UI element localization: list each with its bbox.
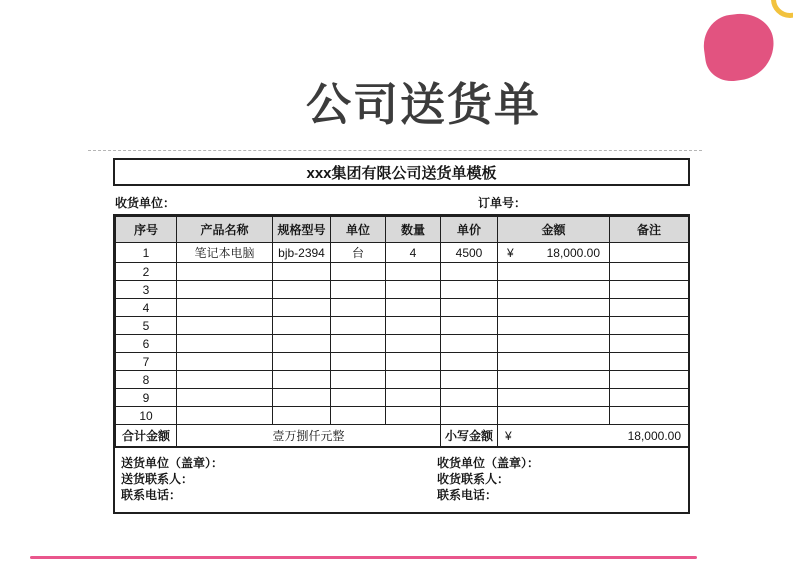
cell-product [177, 353, 273, 371]
cell-amount: ¥ 18,000.00 [498, 243, 610, 263]
cell-unit [331, 371, 386, 389]
cell-unit [331, 299, 386, 317]
cell-model [273, 281, 331, 299]
cell-qty [386, 263, 441, 281]
table-row [116, 243, 689, 263]
total-amount-words: 壹万捌仟元整 [177, 425, 441, 447]
cell-unit [331, 389, 386, 407]
cell-no: 1 [116, 243, 177, 263]
cell-no: 7 [116, 353, 177, 371]
cell-qty: 4 [386, 243, 441, 263]
cell-price [441, 317, 498, 335]
cell-qty [386, 281, 441, 299]
cell-qty [386, 353, 441, 371]
cell-product [177, 281, 273, 299]
cell-qty [386, 299, 441, 317]
sender-phone-label: 联系电话： [121, 488, 182, 502]
cell-model [273, 335, 331, 353]
cell-unit [331, 281, 386, 299]
cell-amount [498, 299, 610, 317]
receiver-contact-label: 收货联系人： [437, 472, 510, 486]
cell-note [610, 281, 689, 299]
cell-amount [498, 407, 610, 425]
cell-no: 3 [116, 281, 177, 299]
cell-product [177, 299, 273, 317]
sender-stamp-label: 送货单位（盖章）： [121, 456, 224, 470]
table-row [116, 335, 689, 353]
col-header-qty: 数量 [386, 217, 441, 243]
cell-product [177, 317, 273, 335]
cell-note [610, 263, 689, 281]
total-row [116, 425, 689, 447]
cell-product [177, 407, 273, 425]
cell-note [610, 407, 689, 425]
table-row [116, 353, 689, 371]
bottom-accent-line [30, 556, 697, 559]
cell-price [441, 389, 498, 407]
table-row [116, 263, 689, 281]
receiver-stamp-label: 收货单位（盖章）： [437, 456, 540, 470]
table-row [116, 389, 689, 407]
cell-price [441, 407, 498, 425]
cell-amount [498, 335, 610, 353]
receiver-signature-block [437, 455, 684, 503]
cell-unit [331, 263, 386, 281]
cell-product [177, 263, 273, 281]
cell-note [610, 299, 689, 317]
form-title: xxx集团有限公司送货单模板 [113, 158, 690, 186]
col-header-amount: 金额 [498, 217, 610, 243]
signature-section [115, 447, 688, 512]
total-currency-symbol: ¥ [505, 428, 512, 443]
cell-amount [498, 389, 610, 407]
cell-price [441, 263, 498, 281]
meta-row [113, 186, 690, 214]
cell-price [441, 353, 498, 371]
cell-amount [498, 371, 610, 389]
order-no-label: 订单号： [478, 196, 527, 210]
cell-amount [498, 317, 610, 335]
cell-no: 2 [116, 263, 177, 281]
table-row [116, 317, 689, 335]
col-header-product: 产品名称 [177, 217, 273, 243]
cell-amount [498, 353, 610, 371]
total-amount-figures [498, 425, 688, 446]
corner-ring-icon [771, 0, 793, 18]
col-header-price: 单价 [441, 217, 498, 243]
cell-unit: 台 [331, 243, 386, 263]
total-amount-number: 18,000.00 [627, 428, 681, 443]
items-table-wrap [113, 214, 690, 514]
sender-signature-block [119, 455, 437, 503]
cell-no: 10 [116, 407, 177, 425]
total-amount-figures-cell [498, 425, 689, 447]
cell-note [610, 335, 689, 353]
col-header-unit: 单位 [331, 217, 386, 243]
cell-model [273, 353, 331, 371]
table-body [116, 243, 689, 425]
cell-product [177, 371, 273, 389]
cell-product [177, 335, 273, 353]
cell-model [273, 371, 331, 389]
col-header-model: 规格型号 [273, 217, 331, 243]
cell-product: 笔记本电脑 [177, 243, 273, 263]
cell-no: 5 [116, 317, 177, 335]
table-header-row [116, 217, 689, 243]
cell-note [610, 353, 689, 371]
cell-model [273, 407, 331, 425]
cell-price: 4500 [441, 243, 498, 263]
table-row [116, 299, 689, 317]
cell-qty [386, 407, 441, 425]
cell-note [610, 243, 689, 263]
col-header-no: 序号 [116, 217, 177, 243]
receiver-phone-label: 联系电话： [437, 488, 498, 502]
cell-no: 9 [116, 389, 177, 407]
cell-note [610, 389, 689, 407]
dashed-separator [88, 150, 702, 151]
cell-model [273, 317, 331, 335]
cell-qty [386, 389, 441, 407]
cell-model [273, 299, 331, 317]
cell-unit [331, 335, 386, 353]
total-lowercase-label: 小写金额 [441, 425, 498, 447]
total-label: 合计金额 [116, 425, 177, 447]
cell-no: 4 [116, 299, 177, 317]
cell-price [441, 371, 498, 389]
cell-price [441, 281, 498, 299]
cell-unit [331, 407, 386, 425]
cell-product [177, 389, 273, 407]
cell-model [273, 263, 331, 281]
cell-qty [386, 371, 441, 389]
cell-price [441, 335, 498, 353]
cell-note [610, 371, 689, 389]
table-row [116, 281, 689, 299]
cell-amount [498, 263, 610, 281]
delivery-note [113, 158, 690, 514]
table-row [116, 371, 689, 389]
page-title: 公司送货单 [305, 79, 541, 130]
cell-qty [386, 317, 441, 335]
cell-unit [331, 317, 386, 335]
cell-model [273, 389, 331, 407]
cell-model: bjb-2394 [273, 243, 331, 263]
sender-contact-label: 送货联系人： [121, 472, 194, 486]
cell-no: 8 [116, 371, 177, 389]
table-row [116, 407, 689, 425]
cell-amount [498, 281, 610, 299]
items-table [115, 216, 689, 447]
cell-qty [386, 335, 441, 353]
cell-note [610, 317, 689, 335]
col-header-note: 备注 [610, 217, 689, 243]
cell-no: 6 [116, 335, 177, 353]
cell-unit [331, 353, 386, 371]
cell-price [441, 299, 498, 317]
receiver-label: 收货单位： [115, 196, 176, 210]
